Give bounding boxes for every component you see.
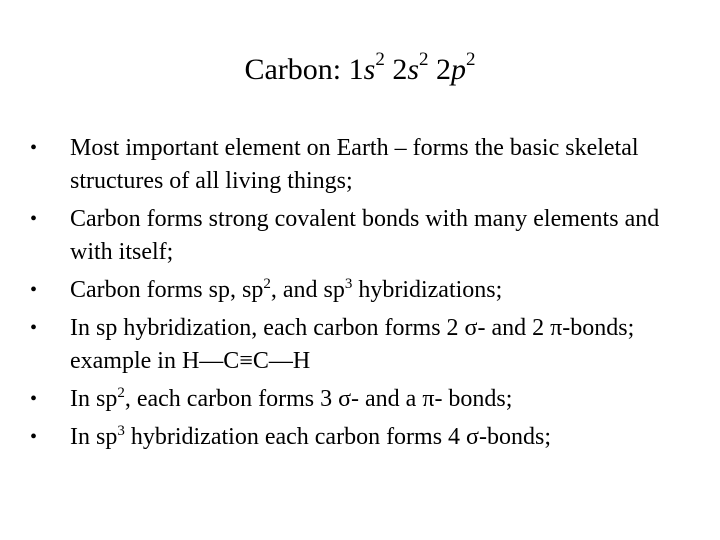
bullet-text-part: In sp: [70, 386, 118, 412]
bullet-text: Carbon forms strong covalent bonds with many elements and with itself;: [70, 206, 660, 265]
bullet-item-1: [0, 132, 660, 198]
bullet-item-6: [0, 421, 660, 454]
superscript: 2: [263, 276, 271, 292]
title-mid: 2: [384, 53, 408, 86]
title-prefix: Carbon: 1: [244, 53, 364, 86]
title-s1-superscript: 2: [375, 49, 385, 70]
bullet-item-5: [0, 383, 660, 416]
slide-title: [0, 50, 720, 90]
title-p-superscript: 2: [466, 49, 476, 70]
bullet-text-part: , each carbon forms 3 σ- and a π- bonds;: [124, 386, 513, 412]
superscript: 3: [117, 423, 125, 439]
bullet-item-2: [0, 203, 660, 269]
bullet-text-part: In sp: [70, 424, 118, 450]
bullet-text: Most important element on Earth – forms the basic skeletal structures of all living things;: [70, 135, 639, 194]
bullet-text-part: Carbon forms sp, sp: [70, 277, 264, 303]
bullet-marker: •: [30, 137, 38, 159]
superscript: 3: [344, 276, 353, 292]
title-s-orbital-2: s: [407, 53, 420, 86]
bullet-marker: •: [30, 317, 38, 339]
title-mid2: 2: [428, 53, 452, 86]
bullet-marker: •: [30, 388, 38, 410]
bullet-text-part: hybridization each carbon forms 4 σ-bonds;: [124, 424, 551, 450]
bullet-item-3: [0, 274, 660, 307]
bullet-marker: •: [30, 279, 38, 301]
bullet-text-part: , and sp: [270, 277, 345, 303]
bullet-text: In sp hybridization, each carbon forms 2 σ- and 2 π-bonds; example in H—C≡C—H: [70, 315, 635, 374]
bullet-marker: •: [30, 208, 38, 230]
title-p-orbital: p: [451, 53, 467, 86]
bullet-list: [0, 132, 720, 459]
superscript: 2: [117, 385, 125, 401]
title-s-orbital-1: s: [363, 53, 376, 86]
bullet-item-4: [0, 312, 660, 378]
bullet-marker: •: [30, 426, 38, 448]
bullet-text-part: hybridizations;: [352, 277, 503, 303]
title-s2-superscript: 2: [419, 49, 429, 70]
